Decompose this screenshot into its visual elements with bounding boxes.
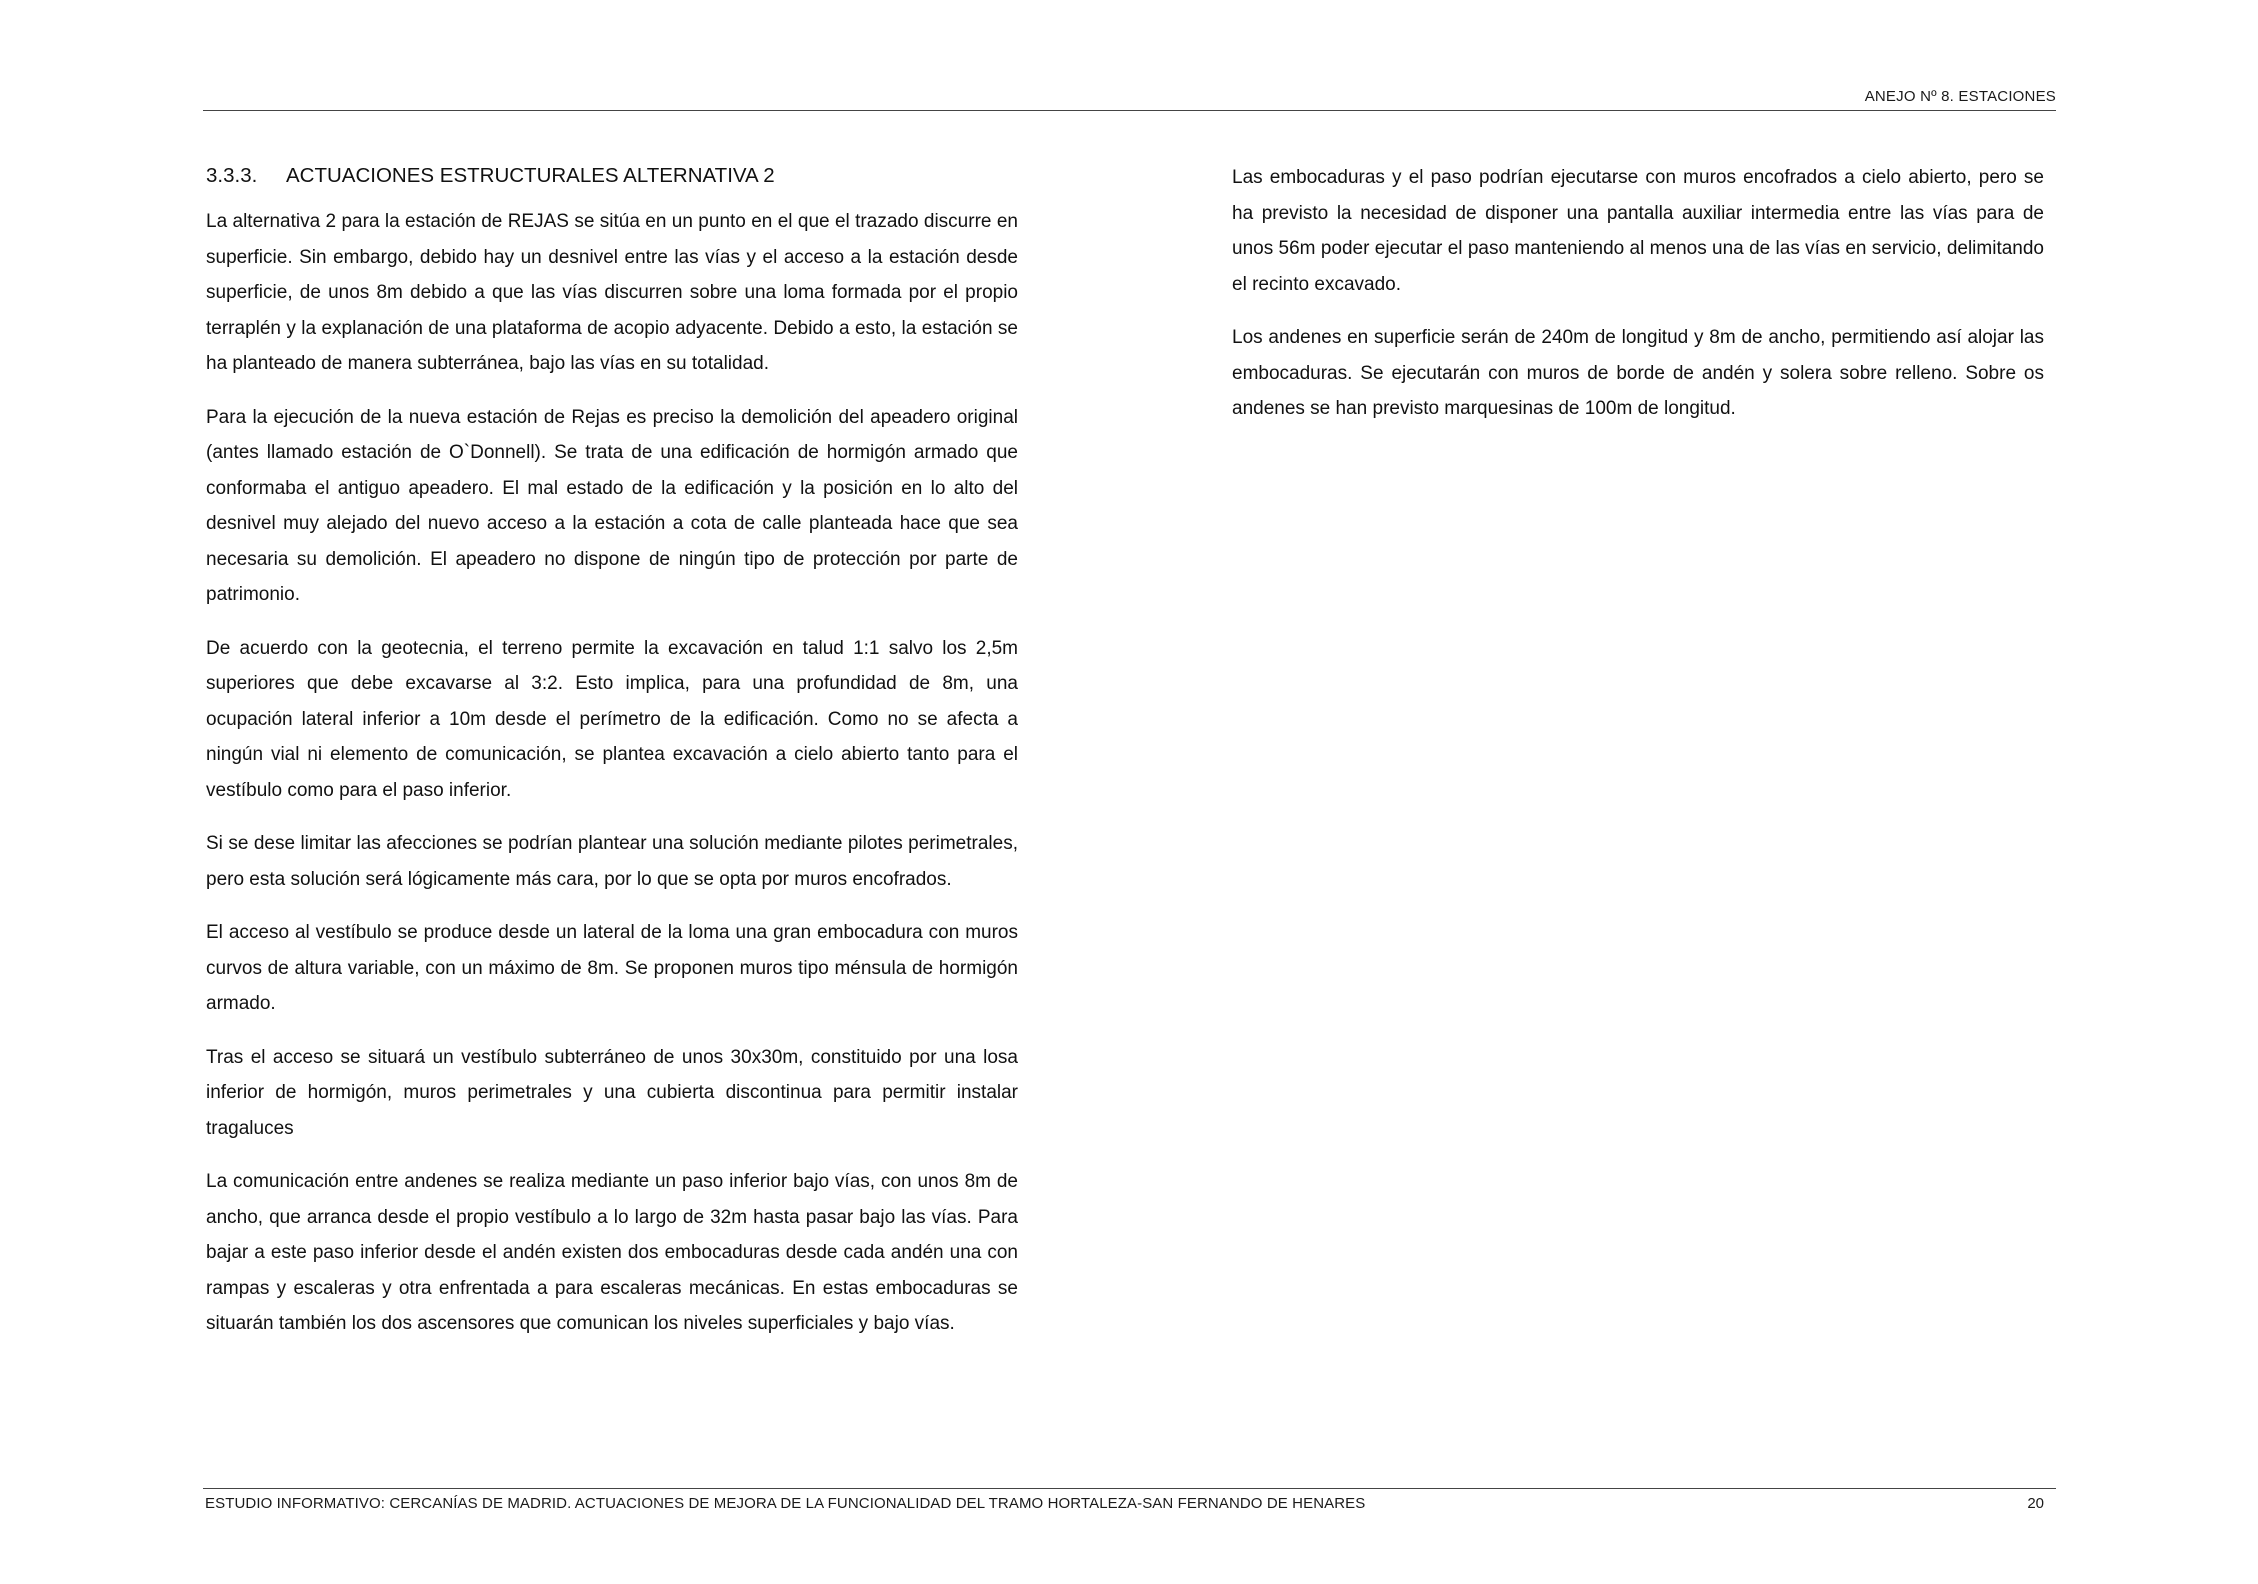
running-header: ANEJO Nº 8. ESTACIONES (1864, 88, 2056, 105)
footer-rule (203, 1488, 2056, 1489)
section-heading (206, 160, 1018, 192)
paragraph: La alternativa 2 para la estación de REJAS se sitúa en un punto en el que el trazado discurre en superficie. Sin embargo, debido hay un desnivel entre las vías y el acceso a la estación desde superficie, de unos 8m debido a que las vías discurren sobre una loma formada por el propio terraplén y la explanación de una plataforma de acopio adyacente. Debido a esto, la estación se ha planteado de manera subterránea, bajo las vías en su totalidad. (206, 211, 1018, 374)
paragraph: Las embocaduras y el paso podrían ejecutarse con muros encofrados a cielo abierto, pero se ha previsto la necesidad de disponer una pantalla auxiliar intermedia entre las vías para de unos 56m poder ejecutar el paso manteniendo al menos una de las vías en servicio, delimitando el recinto excavado. (1232, 167, 2044, 295)
section-number: 3.3.3. (206, 164, 258, 187)
paragraph: La comunicación entre andenes se realiza mediante un paso inferior bajo vías, con unos 8m de ancho, que arranca desde el propio vestíbulo a lo largo de 32m hasta pasar bajo las vías. Para bajar a este paso inferior desde el andén existen dos embocaduras desde cada andén una con rampas y escaleras y otra enfrentada a para escaleras mecánicas. En estas embocaduras se situarán también los dos ascensores que comunican los niveles superficiales y bajo vías. (206, 1171, 1018, 1334)
paragraph: Si se dese limitar las afecciones se podrían plantear una solución mediante pilotes perimetrales, pero esta solución será lógicamente más cara, por lo que se opta por muros encofrados. (206, 833, 1018, 890)
paragraph: Los andenes en superficie serán de 240m de longitud y 8m de ancho, permitiendo así alojar las embocaduras. Se ejecutarán con muros de borde de andén y solera sobre relleno. Sobre os andenes se han previsto marquesinas de 100m de longitud. (1232, 327, 2044, 419)
header-rule (203, 110, 2056, 111)
paragraph: Tras el acceso se situará un vestíbulo subterráneo de unos 30x30m, constituido por una losa inferior de hormigón, muros perimetrales y una cubierta discontinua para permitir instalar tragaluces (206, 1046, 1018, 1139)
page-number: 20 (2027, 1495, 2044, 1512)
right-column (1232, 160, 2044, 445)
left-column (206, 160, 1018, 1360)
section-title: ACTUACIONES ESTRUCTURALES ALTERNATIVA 2 (286, 164, 775, 187)
paragraph: Para la ejecución de la nueva estación de Rejas es preciso la demolición del apeadero original (antes llamado estación de O`Donnell). Se trata de una edificación de hormigón armado que conformaba el antiguo apeadero. El mal estado de la edificación y la posición en lo alto del desnivel muy alejado del nuevo acceso a la estación a cota de calle planteada hace que sea necesaria su demolición. El apeadero no dispone de ningún tipo de protección por parte de patrimonio. (206, 406, 1018, 605)
running-footer: ESTUDIO INFORMATIVO: CERCANÍAS DE MADRID. ACTUACIONES DE MEJORA DE LA FUNCIONALIDAD DEL TRAMO HORTALEZA-SAN FERNANDO DE HENARES (205, 1495, 1366, 1512)
paragraph: De acuerdo con la geotecnia, el terreno permite la excavación en talud 1:1 salvo los 2,5m superiores que debe excavarse al 3:2. Esto implica, para una profundidad de 8m, una ocupación lateral inferior a 10m desde el perímetro de la edificación. Como no se afecta a ningún vial ni elemento de comunicación, se plantea excavación a cielo abierto tanto para el vestíbulo como para el paso inferior. (206, 637, 1018, 801)
paragraph: El acceso al vestíbulo se produce desde un lateral de la loma una gran embocadura con muros curvos de altura variable, con un máximo de 8m. Se proponen muros tipo ménsula de hormigón armado. (206, 922, 1018, 1014)
